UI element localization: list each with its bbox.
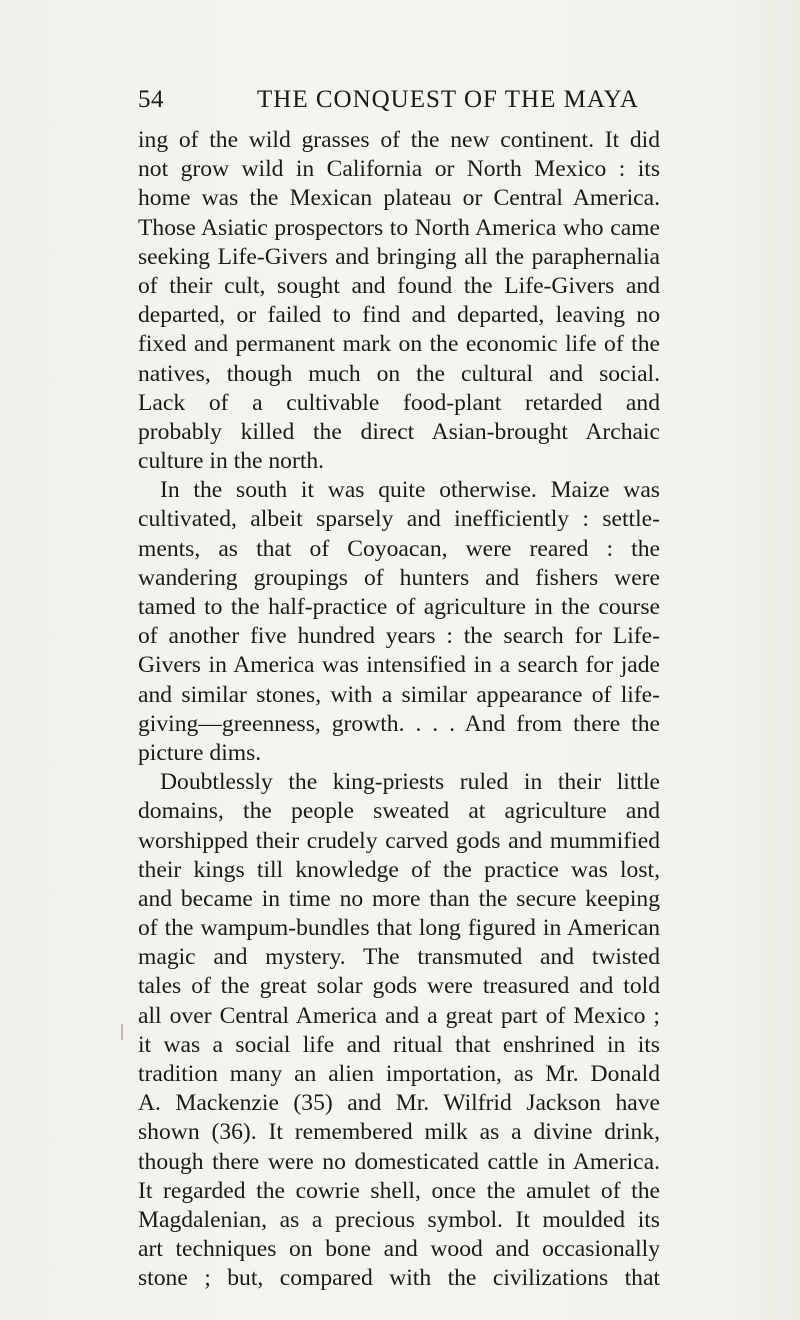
text-line: domains, the people sweated at agriculture and: [138, 798, 660, 825]
running-head: [138, 86, 660, 120]
text-line: ing of the wild grasses of the new continent. It did: [138, 127, 660, 153]
running-title: THE CONQUEST OF THE MAYA: [257, 86, 639, 113]
text-line: of their cult, sought and found the Life-Givers and: [138, 272, 660, 299]
text-line: culture in the north.: [138, 448, 325, 475]
text-line: their kings till knowledge of the practice was lost,: [138, 856, 660, 883]
text-line: of the wampum-bundles that long figured in American: [138, 915, 660, 942]
text-line: picture dims.: [138, 739, 262, 766]
text-line: art techniques on bone and wood and occasionally: [138, 1236, 660, 1263]
text-line: In the south it was quite otherwise. Maize was: [160, 477, 660, 504]
text-line: A. Mackenzie (35) and Mr. Wilfrid Jackson have: [138, 1090, 660, 1117]
text-line: of another five hundred years : the search for Life-: [138, 623, 660, 650]
text-line: shown (36). It remembered milk as a divine drink,: [138, 1119, 660, 1146]
text-line: wandering groupings of hunters and fishers were: [138, 564, 660, 591]
margin-mark: [121, 1024, 123, 1040]
text-line: and became in time no more than the secure keeping: [138, 885, 660, 912]
text-line: though there were no domesticated cattle in America.: [138, 1148, 660, 1175]
text-line: Doubtlessly the king-priests ruled in their little: [160, 769, 660, 796]
text-line: seeking Life-Givers and bringing all the paraphernalia: [138, 243, 660, 270]
text-line: natives, though much on the cultural and social.: [138, 360, 660, 387]
text-line: tradition many an alien importation, as Mr. Donald: [138, 1061, 660, 1087]
text-line: it was a social life and ritual that enshrined in its: [138, 1031, 660, 1058]
text-line: departed, or failed to find and departed, leaving no: [138, 302, 660, 329]
text-line: all over Central America and a great part of Mexico ;: [138, 1002, 660, 1029]
text-line: Those Asiatic prospectors to North America who came: [138, 214, 660, 241]
text-line: stone ; but, compared with the civilizations that: [138, 1265, 660, 1292]
text-line: ments, as that of Coyoacan, were reared : the: [138, 535, 660, 562]
text-line: Lack of a cultivable food-plant retarded and: [138, 389, 660, 416]
text-line: magic and mystery. The transmuted and twisted: [138, 944, 660, 971]
text-line: and similar stones, with a similar appearance of life-: [138, 681, 660, 708]
text-line: probably killed the direct Asian-brought Archaic: [138, 418, 660, 445]
text-line: giving—greenness, growth. . . . And from there the: [138, 710, 660, 737]
text-line: worshipped their crudely carved gods and mummified: [138, 827, 660, 854]
text-line: Magdalenian, as a precious symbol. It moulded its: [138, 1206, 660, 1233]
text-line: cultivated, albeit sparsely and inefficiently : settle-: [138, 506, 660, 533]
text-line: tales of the great solar gods were treasured and told: [138, 973, 660, 1000]
text-line: fixed and permanent mark on the economic life of the: [138, 331, 660, 358]
text-line: not grow wild in California or North Mexico : its: [138, 156, 660, 183]
text-line: home was the Mexican plateau or Central America.: [138, 185, 660, 212]
body-text: [138, 126, 660, 1294]
text-line: It regarded the cowrie shell, once the amulet of the: [138, 1177, 660, 1204]
text-line: Givers in America was intensified in a search for jade: [138, 652, 660, 679]
page-number: 54: [138, 86, 164, 113]
text-line: tamed to the half-practice of agriculture in the course: [138, 594, 660, 620]
